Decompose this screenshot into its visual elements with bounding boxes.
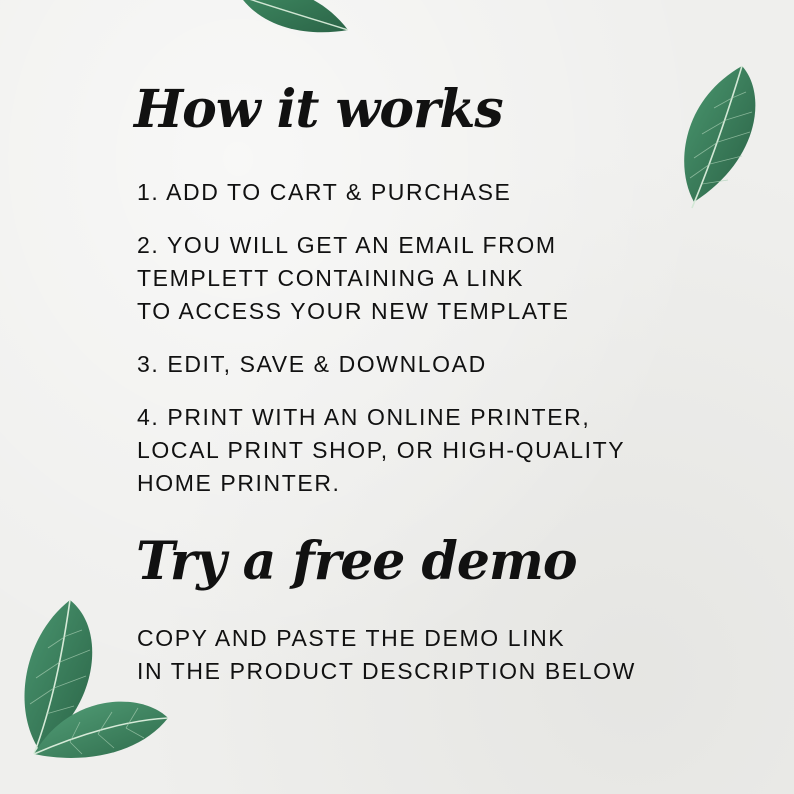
heading-try-demo: Try a free demo [136,531,577,592]
demo-line: COPY AND PASTE THE DEMO LINK [137,625,566,651]
demo-instructions [137,622,737,688]
demo-line: IN THE PRODUCT DESCRIPTION BELOW [137,658,636,684]
step-line: 1. ADD TO CART & PURCHASE [137,179,512,205]
step-line: 3. EDIT, SAVE & DOWNLOAD [137,351,487,377]
heading-how-it-works: How it works [134,79,503,140]
step-line: TO ACCESS YOUR NEW TEMPLATE [137,298,570,324]
step-line: 2. YOU WILL GET AN EMAIL FROM [137,232,557,258]
steps-list [137,176,697,520]
step-line: HOME PRINTER. [137,470,341,496]
step-item [137,229,697,328]
step-item [137,401,697,500]
leaf-top-icon [236,0,352,38]
step-line: LOCAL PRINT SHOP, OR HIGH-QUALITY [137,437,626,463]
step-item [137,348,697,381]
step-item [137,176,697,209]
step-line: TEMPLETT CONTAINING A LINK [137,265,525,291]
step-line: 4. PRINT WITH AN ONLINE PRINTER, [137,404,591,430]
